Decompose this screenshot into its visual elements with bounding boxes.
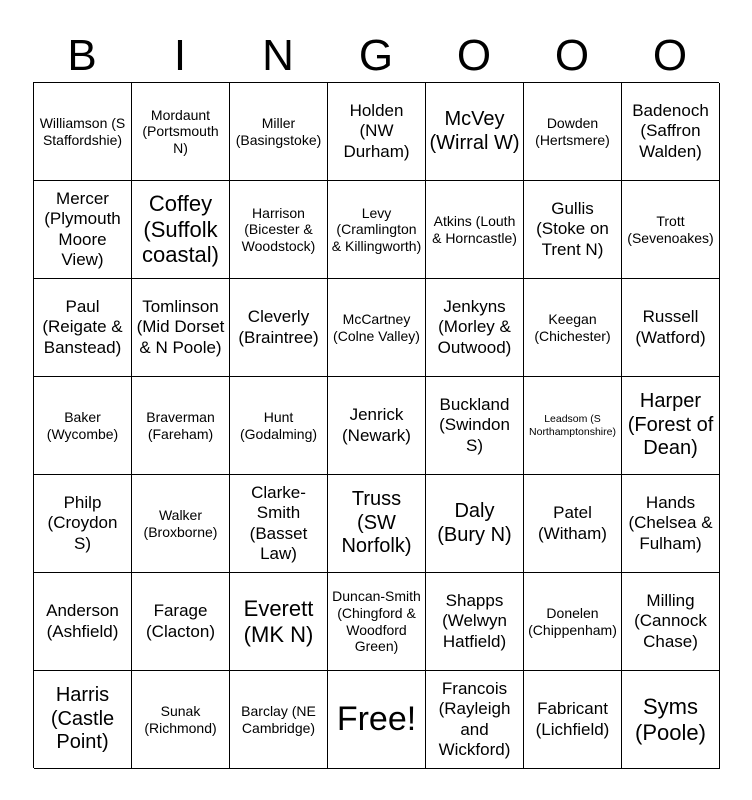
bingo-cell[interactable]: Cleverly (Braintree) (230, 279, 328, 377)
bingo-cell[interactable]: Jenrick (Newark) (328, 377, 426, 475)
bingo-cell[interactable]: Philp (Croydon S) (34, 475, 132, 573)
bingo-cell[interactable]: Paul (Reigate & Banstead) (34, 279, 132, 377)
bingo-cell[interactable]: Leadsom (S Northamptonshire) (524, 377, 622, 475)
bingo-cell[interactable]: Donelen (Chippenham) (524, 573, 622, 671)
bingo-cell[interactable]: Anderson (Ashfield) (34, 573, 132, 671)
header-letter: I (173, 31, 187, 80)
bingo-cell[interactable]: Harper (Forest of Dean) (622, 377, 720, 475)
bingo-cell[interactable]: Hands (Chelsea & Fulham) (622, 475, 720, 573)
bingo-cell[interactable]: Mercer (Plymouth Moore View) (34, 181, 132, 279)
bingo-grid (33, 82, 719, 768)
bingo-cell[interactable]: Atkins (Louth & Horncastle) (426, 181, 524, 279)
bingo-cell[interactable]: Baker (Wycombe) (34, 377, 132, 475)
bingo-cell[interactable]: Miller (Basingstoke) (230, 83, 328, 181)
free-space-cell[interactable]: Free! (328, 671, 426, 769)
bingo-cell[interactable]: Tomlinson (Mid Dorset & N Poole) (132, 279, 230, 377)
bingo-cell[interactable]: Duncan-Smith (Chingford & Woodford Green) (328, 573, 426, 671)
bingo-cell[interactable]: Williamson (S Staffordshie) (34, 83, 132, 181)
header-letter: N (262, 31, 294, 80)
bingo-cell[interactable]: Francois (Rayleigh and Wickford) (426, 671, 524, 769)
bingo-cell[interactable]: Everett (MK N) (230, 573, 328, 671)
bingo-cell[interactable]: Hunt (Godalming) (230, 377, 328, 475)
bingo-header (33, 30, 719, 82)
bingo-cell[interactable]: Mordaunt (Portsmouth N) (132, 83, 230, 181)
header-letter: O (456, 31, 492, 80)
bingo-cell[interactable]: Coffey (Suffolk coastal) (132, 181, 230, 279)
bingo-cell[interactable]: Dowden (Hertsmere) (524, 83, 622, 181)
bingo-cell[interactable]: Harrison (Bicester & Woodstock) (230, 181, 328, 279)
bingo-cell[interactable]: Walker (Broxborne) (132, 475, 230, 573)
bingo-cell[interactable]: Harris (Castle Point) (34, 671, 132, 769)
bingo-cell[interactable]: Farage (Clacton) (132, 573, 230, 671)
bingo-cell[interactable]: Gullis (Stoke on Trent N) (524, 181, 622, 279)
bingo-cell[interactable]: Levy (Cramlington & Killingworth) (328, 181, 426, 279)
bingo-cell[interactable]: McCartney (Colne Valley) (328, 279, 426, 377)
bingo-cell[interactable]: Barclay (NE Cambridge) (230, 671, 328, 769)
bingo-cell[interactable]: Sunak (Richmond) (132, 671, 230, 769)
bingo-cell[interactable]: Daly (Bury N) (426, 475, 524, 573)
bingo-cell[interactable]: Clarke-Smith (Basset Law) (230, 475, 328, 573)
bingo-cell[interactable]: Fabricant (Lichfield) (524, 671, 622, 769)
bingo-cell[interactable]: Truss (SW Norfolk) (328, 475, 426, 573)
bingo-cell[interactable]: Shapps (Welwyn Hatfield) (426, 573, 524, 671)
bingo-cell[interactable]: Patel (Witham) (524, 475, 622, 573)
bingo-cell[interactable]: Badenoch (Saffron Walden) (622, 83, 720, 181)
header-letter: O (652, 31, 688, 80)
bingo-cell[interactable]: Russell (Watford) (622, 279, 720, 377)
bingo-cell[interactable]: Jenkyns (Morley & Outwood) (426, 279, 524, 377)
bingo-cell[interactable]: McVey (Wirral W) (426, 83, 524, 181)
bingo-cell[interactable]: Holden (NW Durham) (328, 83, 426, 181)
bingo-cell[interactable]: Syms (Poole) (622, 671, 720, 769)
header-letter: G (358, 31, 394, 80)
bingo-cell[interactable]: Braverman (Fareham) (132, 377, 230, 475)
header-letter: O (554, 31, 590, 80)
bingo-cell[interactable]: Keegan (Chichester) (524, 279, 622, 377)
bingo-cell[interactable]: Milling (Cannock Chase) (622, 573, 720, 671)
header-letter: B (67, 31, 97, 80)
bingo-cell[interactable]: Trott (Sevenoakes) (622, 181, 720, 279)
bingo-cell[interactable]: Buckland (Swindon S) (426, 377, 524, 475)
